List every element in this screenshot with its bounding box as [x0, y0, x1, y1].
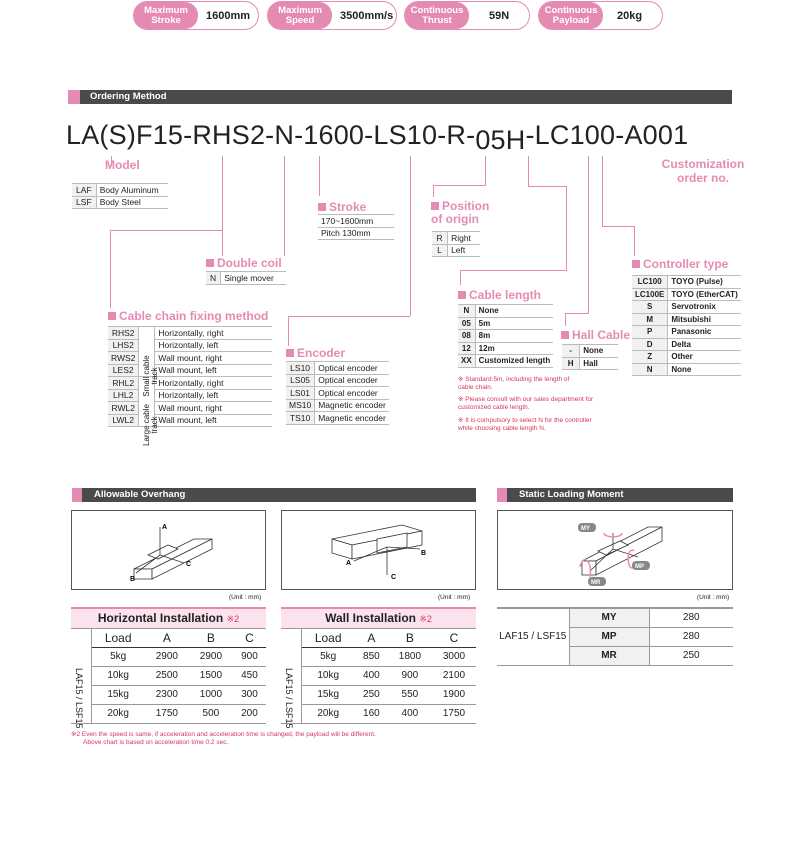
connector-line: [222, 156, 223, 256]
footnote-mark: ※2: [419, 614, 432, 625]
connector-line: [433, 185, 434, 197]
connector-line: [319, 156, 320, 196]
controller-title: Controller type: [632, 257, 728, 271]
table-row: 10kg 2500 1500 450: [71, 666, 266, 685]
horizontal-actuator-figure: [72, 511, 267, 591]
ordering-method-header: Ordering Method: [68, 90, 732, 104]
connector-line: [410, 156, 411, 316]
table-row: M Mitsubishi: [632, 313, 741, 326]
stroke-title: Stroke: [318, 200, 366, 214]
encoder-title: Encoder: [286, 346, 345, 360]
table-row: 20kg 160 400 1750: [281, 704, 476, 723]
spec-thrust: [404, 1, 530, 30]
table-row: LHS2 Horizontally, left: [108, 339, 272, 352]
connector-line: [588, 156, 589, 314]
static-moment-table: [497, 607, 733, 666]
connector-line: [565, 313, 588, 314]
model-title: Model: [105, 158, 140, 172]
cable-chain-group: [108, 326, 272, 446]
hall-cable-title: Hall Cable: [561, 328, 630, 342]
wall-actuator-figure: [282, 511, 477, 591]
table-row: N None: [632, 363, 741, 376]
spec-payload: [538, 1, 663, 30]
overhang-header: Allowable Overhang: [72, 488, 476, 502]
table-row: LAF15 / LSF15 MY 280: [497, 608, 733, 627]
cable-note: ※ Please consult with our sales department for customized cable length.: [458, 396, 594, 411]
connector-line: [602, 156, 603, 226]
cable-length-title: Cable length: [458, 288, 541, 302]
spec-value: 20kg: [617, 9, 643, 22]
spec-label: Continuous Payload: [539, 2, 603, 29]
table-row: N None: [458, 305, 553, 318]
double-coil-title: Double coil: [206, 256, 282, 270]
connector-line: [110, 230, 222, 231]
table-row: P Panasonic: [632, 326, 741, 339]
unit-label: (Unit : mm): [697, 594, 730, 601]
connector-line: [288, 316, 289, 346]
axis-a-label: A: [162, 524, 168, 531]
connector-line: [460, 270, 566, 271]
spec-value: 1600mm: [206, 9, 251, 22]
connector-line: [566, 186, 567, 271]
connector-line: [485, 156, 486, 186]
table-row: LS05 Optical encoder: [286, 374, 389, 387]
svg-text:B: B: [421, 550, 427, 557]
table-row: 05 5m: [458, 317, 553, 330]
table-row: RHL2 Horizontally, right: [108, 377, 272, 390]
table-row: N Single mover: [206, 272, 286, 285]
table-row: LES2 Wall mount, left: [108, 364, 272, 377]
table-row: RWL2 Wall mount, right: [108, 402, 272, 415]
table-row: 5kg 850 1800 3000: [281, 647, 476, 666]
table-row: 15kg 250 550 1900: [281, 685, 476, 704]
cable-length-table: [458, 304, 553, 368]
spec-value: 3500mm/s: [340, 9, 394, 22]
unit-label: (Unit : mm): [229, 594, 262, 601]
table-row: RHS2 Horizontally, right: [108, 327, 272, 340]
table-row: 20kg 1750 500 200: [71, 704, 266, 723]
cable-note: ※ It is compulsory to select N for the controller while choosing cable length N.: [458, 417, 592, 432]
encoder-table: [286, 361, 389, 425]
table-row: TS10 Magnetic encoder: [286, 412, 389, 425]
table-row: MP 280: [497, 627, 733, 646]
table-row: 170~1600mm: [318, 215, 394, 228]
table-row: MR 250: [497, 646, 733, 665]
footnote: ※2 Even the speed is same, if acceleration and acceleration time is changed, the payload will be different.: [71, 731, 376, 738]
spec-label: Maximum Stroke: [134, 2, 198, 29]
connector-line: [602, 226, 634, 227]
double-coil-table: [206, 271, 286, 285]
table-row: LS01 Optical encoder: [286, 387, 389, 400]
table-row: 5kg 2900 2900 900: [71, 647, 266, 666]
table-row: LWL2 Wall mount, left: [108, 414, 272, 427]
static-loading-diagram: [497, 510, 733, 590]
spec-label: Maximum Speed: [268, 2, 332, 29]
spec-value: 59N: [489, 9, 510, 22]
model-code: LA(S)F15-RHS2-N-1600-LS10-R-05H-LC100-A001: [66, 120, 689, 155]
spec-speed: [267, 1, 397, 30]
connector-line: [528, 186, 566, 187]
table-row: LHL2 Horizontally, left: [108, 389, 272, 402]
controller-table: [632, 275, 741, 376]
connector-line: [110, 230, 111, 308]
mr-label: MR: [591, 580, 601, 586]
wall-title: Wall Installation: [325, 611, 416, 626]
spec-stroke: [133, 1, 259, 30]
wall-diagram: [281, 510, 476, 590]
model-table: [72, 183, 168, 209]
axis-c-label: C: [186, 561, 192, 568]
cable-note: ※ Standard:5m, including the length of cable chain.: [458, 376, 570, 391]
table-row: R Right: [432, 232, 480, 245]
table-row: LC100E TOYO (EtherCAT): [632, 288, 741, 301]
table-row: 10kg 400 900 2100: [281, 666, 476, 685]
my-label: MY: [581, 526, 590, 532]
connector-line: [288, 316, 410, 317]
connector-line: [284, 156, 285, 256]
table-row: LC100 TOYO (Pulse): [632, 276, 741, 289]
cable-chain-table: [108, 326, 272, 427]
origin-title: Position of origin: [431, 199, 490, 226]
side-model-label: LAF15 / LSF15: [74, 667, 84, 729]
horizontal-diagram: [71, 510, 266, 590]
horizontal-title: Horizontal Installation: [97, 611, 224, 626]
table-row: LAF Body Aluminum: [72, 184, 168, 197]
table-row: Pitch 130mm: [318, 227, 394, 240]
wall-installation-table: Wall Installation ※2 LAF15 / LSF15 Load A B C 5kg 850 1800 3000 10kg 400 900 2100 15kg 250 550 1900 20kg 160 400 1750: [281, 607, 476, 724]
mp-label: MP: [635, 564, 644, 570]
side-model-label: LAF15 / LSF15: [284, 667, 294, 729]
table-row: LSF Body Steel: [72, 196, 168, 209]
table-row: MS10 Magnetic encoder: [286, 399, 389, 412]
table-row: L Left: [432, 244, 480, 257]
customization-title: Customization order no.: [661, 157, 745, 185]
large-track-label: Large cable track: [142, 404, 159, 446]
horizontal-installation-table: Horizontal Installation ※2 LAF15 / LSF15 Load A B C 5kg 2900 2900 900 10kg 2500 1500 450 15kg 2300 1000 300 20kg 1750 500 200: [71, 607, 266, 724]
small-track-label: Small cable track: [142, 355, 159, 397]
table-row: 08 8m: [458, 330, 553, 343]
table-row: 12 12m: [458, 342, 553, 355]
origin-table: [432, 231, 480, 257]
cable-chain-title: Cable chain fixing method: [108, 309, 268, 323]
footnote-mark: ※2: [226, 614, 240, 625]
svg-text:C: C: [391, 574, 397, 581]
spec-label: Continuous Thrust: [405, 2, 469, 29]
connector-line: [528, 156, 529, 186]
connector-line: [565, 313, 566, 326]
table-row: 15kg 2300 1000 300: [71, 685, 266, 704]
table-row: RWS2 Wall mount, right: [108, 352, 272, 365]
footnote: Above chart is based on acceleration time 0.2 sec.: [83, 739, 229, 746]
stroke-table: [318, 214, 394, 240]
axis-b-label: B: [130, 576, 136, 583]
connector-line: [433, 185, 485, 186]
connector-line: [634, 226, 635, 256]
svg-text:A: A: [346, 560, 352, 567]
table-row: H Hall: [562, 357, 618, 370]
table-row: Z Other: [632, 351, 741, 364]
unit-label: (Unit : mm): [438, 594, 471, 601]
connector-line: [460, 270, 461, 285]
table-row: LS10 Optical encoder: [286, 362, 389, 375]
static-loading-header: Static Loading Moment: [497, 488, 733, 502]
table-row: S Servotronix: [632, 301, 741, 314]
table-row: XX Customized length: [458, 355, 553, 368]
table-row: - None: [562, 345, 618, 358]
hall-cable-table: [562, 344, 618, 370]
table-row: D Delta: [632, 338, 741, 351]
moment-figure: [498, 511, 734, 591]
